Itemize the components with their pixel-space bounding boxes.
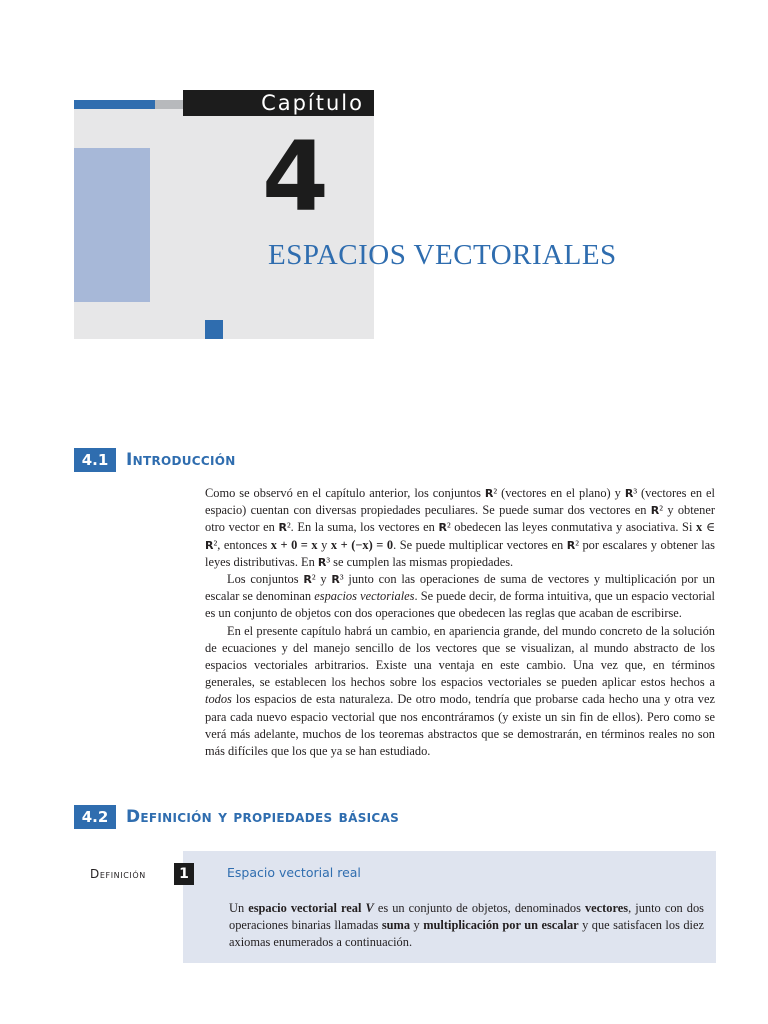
chapter-label-bar [183, 90, 374, 116]
definition-text: Un espacio vectorial real V es un conjunto de objetos, denominados vectores, junto con dos operaciones binarias llamadas suma y multiplicación por un escalar y que satisfacen los diez axiomas enumerados a continuación. [229, 901, 704, 950]
real-set-symbol: R [303, 573, 312, 587]
header-decor-square [205, 320, 223, 339]
paragraph: Como se observó en el capítulo anterior, los conjuntos R² (vectores en el plano) y R³ (vectores en el espacio) cuentan con diversas propiedades peculiares. Se puede sumar dos vectores en R² y obtener otro vector en R². En la suma, los vectores en R² obedecen las leyes conmutativa y asociativa. Si x ∈ R², entonces x + 0 = x y x + (−x) = 0. Se puede multiplicar vectores en R² por escalares y obtener las leyes distributivas. En R³ se cumplen las mismas propiedades. [205, 486, 715, 569]
chapter-label: Capítulo [261, 91, 364, 115]
chapter-number: 4 [262, 121, 329, 233]
section-number: 4.2 [74, 805, 116, 829]
real-set-symbol: R [566, 538, 576, 552]
section-number: 4.1 [74, 448, 116, 472]
paragraph: Los conjuntos R² y R³ junto con las operaciones de suma de vectores y multiplicación por un escalar se denominan espacios vectoriales. Se puede decir, de forma intuitiva, que un espacio vectorial es un conjunto de objetos con dos operaciones que obedecen las reglas que acaban de escribirse. [205, 572, 715, 621]
real-set-symbol: R [438, 521, 447, 535]
section-title: Introducción [126, 450, 236, 470]
definition-title: Espacio vectorial real [227, 865, 361, 880]
real-set-symbol: R [331, 573, 340, 587]
equation: x + 0 = x [270, 537, 318, 552]
real-set-symbol: R [624, 487, 634, 500]
real-set-symbol: R [317, 555, 327, 569]
section-title: Definición y propiedades básicas [126, 807, 400, 827]
header-gray-bar [155, 100, 183, 109]
real-set-symbol: R [650, 504, 660, 518]
real-set-symbol: R [484, 487, 494, 500]
real-set-symbol: R [205, 538, 214, 552]
equation: x + (−x) = 0 [330, 537, 394, 552]
paragraph: En el presente capítulo habrá un cambio, en apariencia grande, del mundo concreto de la solución de ecuaciones y del manejo sencillo de los vectores que se visualizan, al mundo abstracto de los espacios vectoriales arbitrarios. Existe una ventaja en este cambio. Una vez que, en términos generales, se establecen los hechos sobre los espacios vectoriales se pueden aplicar estos hechos a todos los espacios de esta naturaleza. De otro modo, tendría que probarse cada hecho una y otra vez para cada nuevo espacio vectorial que nos encontráramos (y existe un sin fin de ellos). Pero como se verá más adelante, muchos de los teoremas abstractos que se demostrarán, en términos reales no son más difíciles que los que ya se han estudiado. [205, 623, 715, 759]
real-set-symbol: R [278, 521, 287, 535]
definition-number: 1 [174, 863, 194, 885]
chapter-title: ESPACIOS VECTORIALES [268, 239, 617, 271]
header-decor-block [74, 148, 150, 302]
definition-label: Definición [90, 867, 146, 881]
introduction-text [205, 485, 715, 760]
definition-box [183, 851, 716, 963]
header-accent-bar [74, 100, 155, 109]
